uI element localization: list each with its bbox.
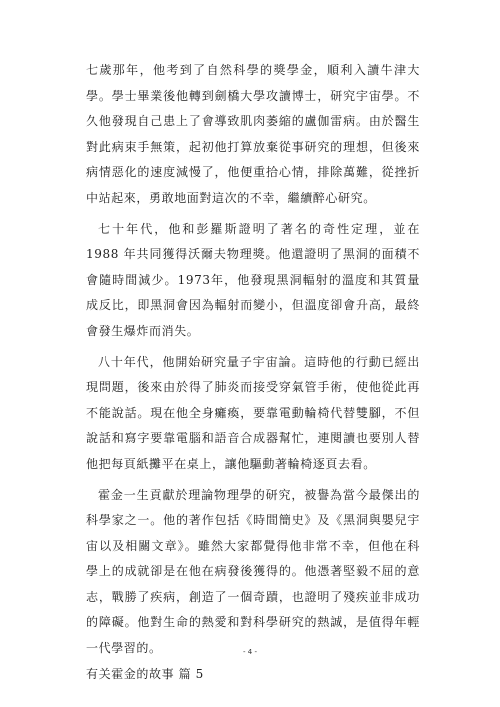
paragraph-3: 八十年代，他開始研究量子宇宙論。這時他的行動已經出現問題，後來由於得了肺炎而接受穿氣管手術，使他從此再不能說話。現在他全身癱瘓，要靠電動輪椅代替雙腳，不但說話和寫字要靠電腦和語音合成器幫忙，連閱讀也要別人替他把每頁紙攤平在桌上，讓他驅動著輪椅逐頁去看。	[86, 354, 420, 471]
page-number: - 4 -	[243, 648, 257, 656]
document-body	[86, 58, 420, 687]
paragraph-2: 七十年代，他和彭羅斯證明了著名的奇性定理，並在 1988 年共同獲得沃爾夫物理獎。他還證明了黑洞的面積不會隨時間減少。1973年，他發現黑洞輻射的溫度和其質量成反比，即黑洞會因為輻射而變小，但溫度卻會升高，最終會發生爆炸而消失。	[86, 221, 420, 338]
paragraph-1: 七歲那年，他考到了自然科學的獎學金，順利入讀牛津大學。學士畢業後他轉到劍橋大學攻讀博士，研究宇宙學。不久他發現自己患上了會導致肌肉萎縮的盧伽雷病。由於醫生對此病束手無策，起初他打算放棄從事研究的理想，但後來病情惡化的速度減慢了，他便重拾心情，排除萬難，從挫折中站起來，勇敢地面對這次的不幸，繼續醉心研究。	[86, 63, 420, 205]
next-section-heading: 有关霍金的故事 篇 5	[86, 666, 204, 681]
paragraph-4: 霍金一生貢獻於理論物理學的研究，被譽為當今最傑出的科學家之一。他的著作包括《時間簡史》及《黑洞與嬰兒宇宙以及相關文章》。雖然大家都覺得他非常不幸，但他在科學上的成就卻是在他在病發後獲得的。他憑著堅毅不屈的意志，戰勝了疾病，創造了一個奇蹟，也證明了殘疾並非成功的障礙。他對生命的熱愛和對科學研究的熱誠，是值得年輕一代學習的。	[86, 487, 420, 656]
